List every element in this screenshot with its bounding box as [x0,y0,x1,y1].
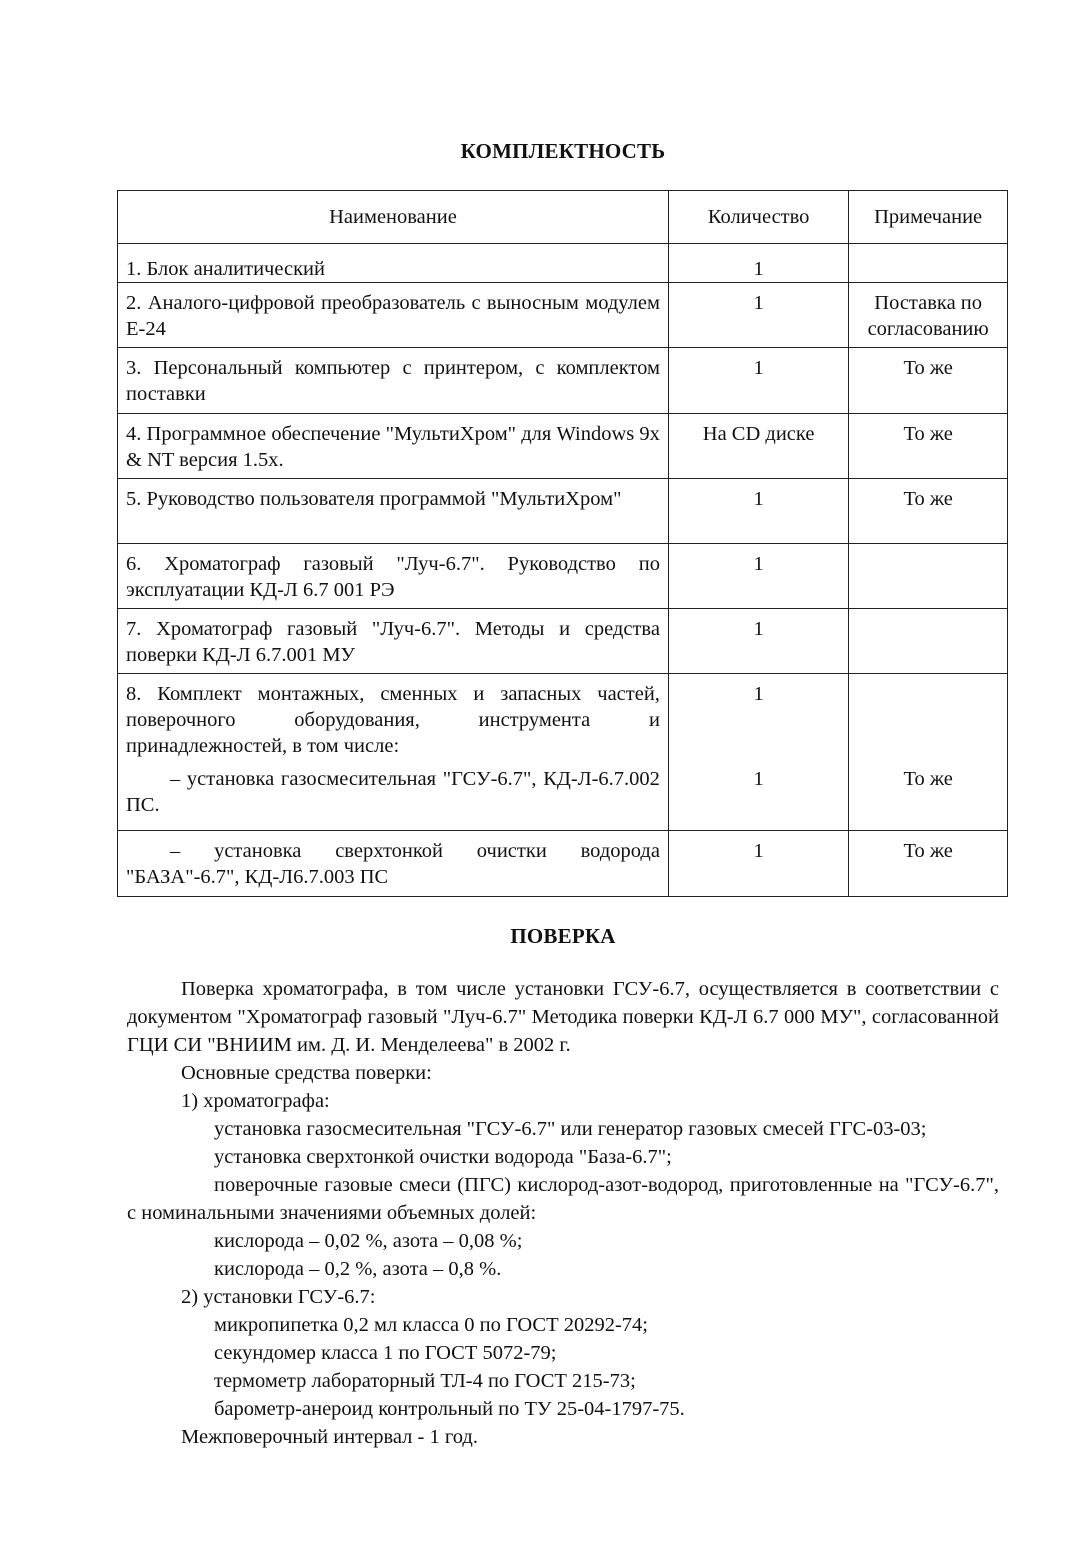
table-row-sub [118,831,1008,897]
row-qty: 1 [668,348,848,414]
header-note: Примечание [849,191,1008,244]
table-row-sub [118,766,1008,831]
verification-interval: Межповерочный интервал - 1 год. [181,1426,478,1448]
table-row [118,283,1008,348]
row-qty: 1 [668,244,848,283]
group2-item: микропипетка 0,2 мл класса 0 по ГОСТ 20292-74; [214,1314,648,1336]
row-note: То же [849,766,1008,831]
group1-item: поверочные газовые смеси (ПГС) кислород-азот-водород, приготовленные на "ГСУ-6.7", с номинальными значениями объемных долей: [127,1174,999,1224]
completeness-table [117,190,1008,897]
row-qty: 1 [668,674,848,766]
table-row [118,609,1008,674]
row-note [849,244,1008,283]
verification-intro: Поверка хроматографа, в том числе установки ГСУ-6.7, осуществляется в соответствии с документом "Хроматограф газовый "Луч-6.7" Методика поверки КД-Л 6.7 000 МУ", согласованной ГЦИ СИ "ВНИИМ им. Д. И. Менделеева" в 2002 г. [127,978,999,1056]
row-note: Поставка по согласованию [849,283,1008,348]
table-row [118,244,1008,283]
row-qty: 1 [668,479,848,544]
group1-item: кислорода – 0,2 %, азота – 0,8 %. [214,1258,502,1280]
row-note [849,609,1008,674]
group1-item: кислорода – 0,02 %, азота – 0,08 %; [214,1230,523,1252]
row-name: – установка сверхтонкой очистки водорода "БАЗА"-6.7", КД-Л6.7.003 ПС [118,831,669,897]
table-row [118,414,1008,479]
header-name: Наименование [118,191,669,244]
row-name: 2. Аналого-цифровой преобразователь с выносным модулем Е-24 [118,283,669,348]
row-name: 4. Программное обеспечение "МультиХром" для Windows 9x & NT версия 1.5x. [118,414,669,479]
row-name: – установка газосмесительная "ГСУ-6.7", КД-Л-6.7.002 ПС. [118,766,669,831]
table-row [118,479,1008,544]
row-name: 1. Блок аналитический [118,244,669,283]
row-note [849,674,1008,766]
row-note: То же [849,414,1008,479]
group1-label: 1) хроматографа: [181,1090,330,1112]
row-note: То же [849,348,1008,414]
row-note: То же [849,479,1008,544]
row-qty: 1 [668,766,848,831]
section-title-completeness: КОМПЛЕКТНОСТЬ [460,139,666,163]
row-name: 8. Комплект монтажных, сменных и запасных частей, поверочного оборудования, инструмента и принадлежностей, в том числе: [118,674,669,766]
table-row [118,348,1008,414]
header-quantity: Количество [668,191,848,244]
row-qty: 1 [668,283,848,348]
means-label: Основные средства поверки: [181,1062,432,1084]
table-header-row [118,191,1008,244]
group2-item: барометр-анероид контрольный по ТУ 25-04-1797-75. [214,1398,685,1420]
group1-item: установка сверхтонкой очистки водорода "База-6.7"; [214,1146,672,1168]
group1-item: установка газосмесительная "ГСУ-6.7" или генератор газовых смесей ГГС-03-03; [214,1118,927,1140]
verification-body [127,975,999,1451]
row-name: 5. Руководство пользователя программой "МультиХром" [118,479,669,544]
group2-item: секундомер класса 1 по ГОСТ 5072-79; [214,1342,557,1364]
table-row [118,674,1008,766]
row-qty: 1 [668,609,848,674]
group2-label: 2) установки ГСУ-6.7: [181,1286,376,1308]
row-name: 7. Хроматограф газовый "Луч-6.7". Методы и средства поверки КД-Л 6.7.001 МУ [118,609,669,674]
row-qty: На CD диске [668,414,848,479]
row-name: 3. Персональный компьютер с принтером, с комплектом поставки [118,348,669,414]
row-note: То же [849,831,1008,897]
row-name: 6. Хроматограф газовый "Луч-6.7". Руководство по эксплуатации КД-Л 6.7 001 РЭ [118,544,669,609]
row-qty: 1 [668,831,848,897]
section-title-verification: ПОВЕРКА [510,924,616,948]
row-qty: 1 [668,544,848,609]
row-note [849,544,1008,609]
group2-item: термометр лабораторный ТЛ-4 по ГОСТ 215-73; [214,1370,636,1392]
table-row [118,544,1008,609]
